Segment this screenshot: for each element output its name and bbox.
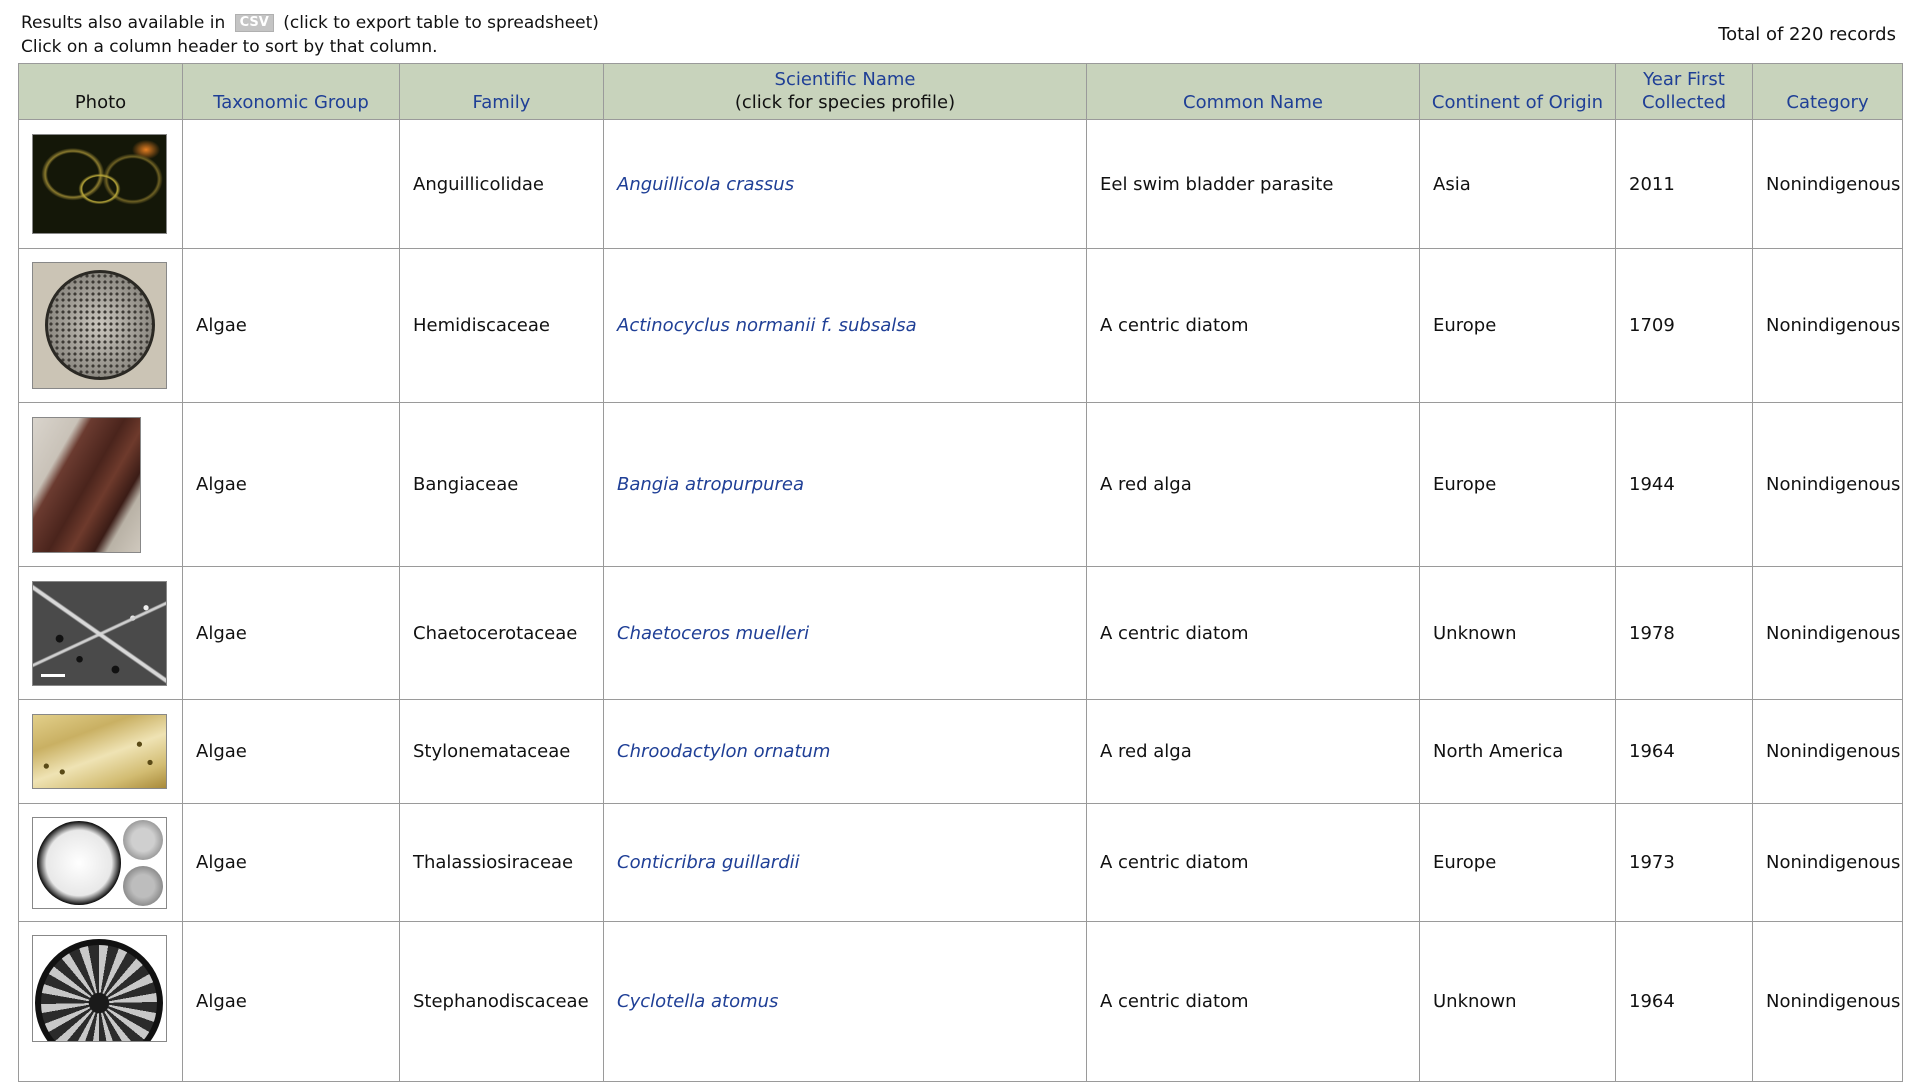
year-cell: 1964 — [1616, 922, 1753, 1082]
photo-cell — [19, 120, 183, 249]
year-cell: 1978 — [1616, 567, 1753, 700]
category-cell: Nonindigenous — [1753, 567, 1903, 700]
category-cell: Nonindigenous — [1753, 403, 1903, 567]
col-header-year-line2[interactable]: Collected — [1641, 92, 1727, 113]
taxonomic-group-cell: Algae — [183, 567, 400, 700]
col-header-photo: Photo — [19, 64, 183, 120]
family-cell: Bangiaceae — [400, 403, 604, 567]
scientific-name-cell — [604, 120, 1087, 249]
species-profile-link[interactable]: Chaetoceros muelleri — [617, 622, 810, 644]
continent-cell: Europe — [1420, 249, 1616, 403]
category-cell: Nonindigenous — [1753, 120, 1903, 249]
diatom-small-bottom — [123, 866, 163, 906]
diatom-small-top — [123, 820, 163, 860]
table-row — [19, 804, 1903, 922]
species-profile-link[interactable]: Actinocyclus normanii f. subsalsa — [617, 315, 917, 336]
nematode-photo[interactable] — [32, 134, 167, 234]
results-table — [18, 63, 1903, 1082]
category-cell: Nonindigenous — [1753, 700, 1903, 804]
col-header-common-name[interactable]: Common Name — [1087, 64, 1420, 120]
diatom-wheel — [35, 939, 163, 1042]
species-profile-link[interactable]: Anguillicola crassus — [617, 173, 795, 195]
chain-diatom-photo[interactable] — [32, 581, 167, 686]
col-header-scientific-name[interactable] — [604, 64, 1087, 120]
photo-cell — [19, 922, 183, 1082]
table-row — [19, 567, 1903, 700]
scientific-name-cell — [604, 567, 1087, 700]
scientific-name-cell — [604, 804, 1087, 922]
continent-cell: Europe — [1420, 403, 1616, 567]
taxonomic-group-cell: Algae — [183, 403, 400, 567]
col-header-year[interactable] — [1616, 64, 1753, 120]
col-header-scientific-name-hint: (click for species profile) — [734, 92, 956, 113]
family-cell: Anguillicolidae — [400, 120, 604, 249]
scientific-name-cell — [604, 922, 1087, 1082]
common-name-cell: A centric diatom — [1087, 249, 1420, 403]
species-profile-link[interactable]: Bangia atropurpurea — [617, 474, 805, 495]
export-prefix: Results also available in — [21, 13, 226, 33]
continent-cell: Europe — [1420, 804, 1616, 922]
table-row — [19, 922, 1903, 1082]
col-header-category[interactable]: Category — [1753, 64, 1903, 120]
diatom-disc — [45, 270, 155, 380]
col-header-scientific-name-label[interactable]: Scientific Name — [774, 69, 916, 90]
common-name-cell: A red alga — [1087, 403, 1420, 567]
photo-cell — [19, 403, 183, 567]
wheel-diatom-photo[interactable] — [32, 935, 167, 1042]
red-alga-photo[interactable] — [32, 417, 141, 553]
taxonomic-group-cell: Algae — [183, 804, 400, 922]
scientific-name-cell — [604, 700, 1087, 804]
common-name-cell: A centric diatom — [1087, 922, 1420, 1082]
category-cell: Nonindigenous — [1753, 804, 1903, 922]
continent-cell: Unknown — [1420, 567, 1616, 700]
col-header-year-line1[interactable]: Year First — [1643, 69, 1725, 90]
common-name-cell: A centric diatom — [1087, 567, 1420, 700]
taxonomic-group-cell — [183, 120, 400, 249]
header-row — [19, 64, 1903, 120]
col-header-family[interactable]: Family — [400, 64, 604, 120]
table-row — [19, 120, 1903, 249]
continent-cell: North America — [1420, 700, 1616, 804]
year-cell: 1964 — [1616, 700, 1753, 804]
table-row — [19, 403, 1903, 567]
family-cell: Hemidiscaceae — [400, 249, 604, 403]
family-cell: Stephanodiscaceae — [400, 922, 604, 1082]
filament-alga-photo[interactable] — [32, 714, 167, 789]
table-row — [19, 249, 1903, 403]
continent-cell: Unknown — [1420, 922, 1616, 1082]
family-cell: Chaetocerotaceae — [400, 567, 604, 700]
col-header-taxonomic-group[interactable]: Taxonomic Group — [183, 64, 400, 120]
diatom-large — [37, 821, 121, 905]
col-header-continent[interactable]: Continent of Origin — [1420, 64, 1616, 120]
csv-export-button[interactable]: CSV — [235, 14, 274, 32]
family-cell: Stylonemataceae — [400, 700, 604, 804]
taxonomic-group-cell: Algae — [183, 249, 400, 403]
species-profile-link[interactable]: Cyclotella atomus — [617, 991, 779, 1012]
year-cell: 1944 — [1616, 403, 1753, 567]
common-name-cell: A centric diatom — [1087, 804, 1420, 922]
table-row — [19, 700, 1903, 804]
family-cell: Thalassiosiraceae — [400, 804, 604, 922]
sort-hint: Click on a column header to sort by that column. — [21, 37, 438, 57]
category-cell: Nonindigenous — [1753, 922, 1903, 1082]
photo-cell — [19, 567, 183, 700]
photo-cell — [19, 249, 183, 403]
scientific-name-cell — [604, 249, 1087, 403]
year-cell: 1709 — [1616, 249, 1753, 403]
taxonomic-group-cell: Algae — [183, 922, 400, 1082]
results-header — [21, 10, 1899, 60]
continent-cell: Asia — [1420, 120, 1616, 249]
total-records: Total of 220 records — [1718, 24, 1896, 45]
common-name-cell: Eel swim bladder parasite — [1087, 120, 1420, 249]
category-cell: Nonindigenous — [1753, 249, 1903, 403]
diatom-trio-photo[interactable] — [32, 817, 167, 909]
round-diatom-photo[interactable] — [32, 262, 167, 389]
export-suffix: (click to export table to spreadsheet) — [283, 13, 599, 33]
common-name-cell: A red alga — [1087, 700, 1420, 804]
year-cell: 1973 — [1616, 804, 1753, 922]
export-notice — [21, 12, 599, 35]
species-profile-link[interactable]: Chroodactylon ornatum — [617, 741, 831, 762]
taxonomic-group-cell: Algae — [183, 700, 400, 804]
photo-cell — [19, 804, 183, 922]
photo-cell — [19, 700, 183, 804]
year-cell: 2011 — [1616, 120, 1753, 249]
scientific-name-cell — [604, 403, 1087, 567]
species-profile-link[interactable]: Conticribra guillardii — [617, 852, 800, 873]
